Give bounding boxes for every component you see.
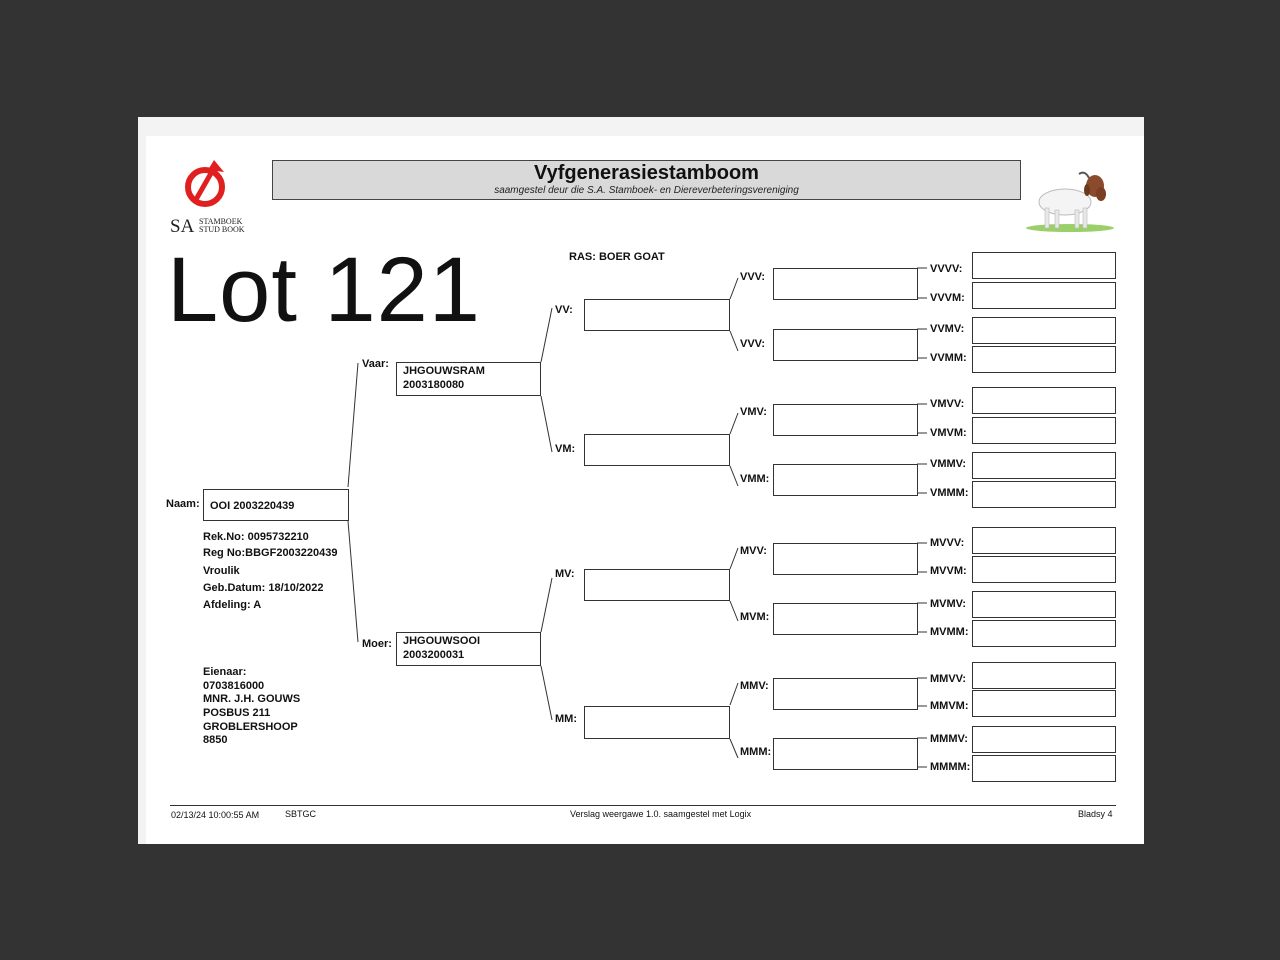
gen5-box-11 bbox=[972, 591, 1116, 618]
gen5-label-4: VVMM: bbox=[930, 352, 967, 364]
gen4-box-7 bbox=[773, 678, 918, 710]
gen5-label-7: VMMV: bbox=[930, 458, 967, 470]
gen4-label-4: VMM: bbox=[740, 473, 770, 485]
gen5-label-5: VMVV: bbox=[930, 398, 965, 410]
gen4-label-6: MVM: bbox=[740, 611, 770, 623]
animal-name-box bbox=[203, 489, 349, 521]
gen3-label-mm: MM: bbox=[555, 713, 577, 725]
gen4-box-2 bbox=[773, 329, 918, 361]
logo-studbook-text: STUD BOOK bbox=[199, 225, 245, 234]
gen5-box-16 bbox=[972, 755, 1116, 782]
dam-name: JHGOUWSOOI bbox=[403, 635, 481, 647]
gen4-label-2: VVV: bbox=[740, 338, 766, 350]
afdeling: Afdeling: A bbox=[203, 599, 262, 611]
gen5-box-4 bbox=[972, 346, 1116, 373]
gen4-label-7: MMV: bbox=[740, 680, 769, 692]
gen5-box-9 bbox=[972, 527, 1116, 554]
animal-name: OOI 2003220439 bbox=[210, 500, 295, 512]
footer-page-number: Bladsy 4 bbox=[1078, 809, 1113, 819]
owner-label: Eienaar: bbox=[203, 666, 247, 678]
sire-name: JHGOUWSRAM bbox=[403, 365, 485, 377]
gen4-box-6 bbox=[773, 603, 918, 635]
gen5-label-9: MVVV: bbox=[930, 537, 965, 549]
owner-address-2: GROBLERSHOOP bbox=[203, 721, 298, 733]
animal-sex: Vroulik bbox=[203, 565, 240, 577]
gen5-label-12: MVMM: bbox=[930, 626, 969, 638]
gen3-box-vv bbox=[584, 299, 730, 331]
gen3-box-vm bbox=[584, 434, 730, 466]
reg-number: Reg No:BBGF2003220439 bbox=[203, 547, 338, 559]
owner-phone: 0703816000 bbox=[203, 680, 265, 692]
gen3-label-vm: VM: bbox=[555, 443, 576, 455]
gen4-box-8 bbox=[773, 738, 918, 770]
footer-code: SBTGC bbox=[285, 809, 317, 819]
footer-report-version: Verslag weergawe 1.0. saamgestel met Logix bbox=[570, 809, 752, 819]
gen5-label-15: MMMV: bbox=[930, 733, 968, 745]
gen5-label-8: VMMM: bbox=[930, 487, 969, 499]
gen5-box-15 bbox=[972, 726, 1116, 753]
footer-divider bbox=[170, 805, 1116, 806]
dam-id: 2003200031 bbox=[403, 649, 465, 661]
logo-sa-text: SA bbox=[170, 216, 195, 237]
gen5-box-8 bbox=[972, 481, 1116, 508]
gen5-box-3 bbox=[972, 317, 1116, 344]
owner-name: MNR. J.H. GOUWS bbox=[203, 693, 301, 705]
gen5-label-13: MMVV: bbox=[930, 673, 967, 685]
gen5-box-6 bbox=[972, 417, 1116, 444]
footer-timestamp: 02/13/24 10:00:55 AM bbox=[171, 810, 260, 820]
gen4-label-5: MVV: bbox=[740, 545, 767, 557]
gen5-box-7 bbox=[972, 452, 1116, 479]
gen3-label-vv: VV: bbox=[555, 304, 573, 316]
page-subtitle: saamgestel deur die S.A. Stamboek- en Diereverbeteringsvereniging bbox=[494, 185, 799, 196]
gen5-box-13 bbox=[972, 662, 1116, 689]
dam-box bbox=[396, 632, 541, 666]
gen5-label-2: VVVM: bbox=[930, 292, 965, 304]
logo-stamboek-text: STAMBOEK bbox=[199, 217, 243, 226]
gen5-label-14: MMVM: bbox=[930, 700, 969, 712]
gen4-box-1 bbox=[773, 268, 918, 300]
gen4-box-4 bbox=[773, 464, 918, 496]
vaar-label: Vaar: bbox=[362, 358, 389, 370]
lot-number: Lot 121 bbox=[167, 239, 481, 341]
page-title: Vyfgenerasiestamboom bbox=[534, 162, 759, 184]
gen5-label-1: VVVV: bbox=[930, 263, 963, 275]
sire-box bbox=[396, 362, 541, 396]
gen5-box-12 bbox=[972, 620, 1116, 647]
gen4-label-3: VMV: bbox=[740, 406, 767, 418]
rek-number: Rek.No: 0095732210 bbox=[203, 531, 309, 543]
gen5-label-3: VVMV: bbox=[930, 323, 965, 335]
gen5-box-5 bbox=[972, 387, 1116, 414]
gen5-label-10: MVVM: bbox=[930, 565, 967, 577]
gen5-box-1 bbox=[972, 252, 1116, 279]
gen5-box-14 bbox=[972, 690, 1116, 717]
moer-label: Moer: bbox=[362, 638, 392, 650]
gen4-label-1: VVV: bbox=[740, 271, 766, 283]
gen4-box-3 bbox=[773, 404, 918, 436]
naam-label: Naam: bbox=[166, 498, 200, 510]
gen4-label-8: MMM: bbox=[740, 746, 772, 758]
sire-id: 2003180080 bbox=[403, 379, 465, 391]
owner-address-1: POSBUS 211 bbox=[203, 707, 271, 719]
gen4-box-5 bbox=[773, 543, 918, 575]
gen3-box-mv bbox=[584, 569, 730, 601]
gen5-label-11: MVMV: bbox=[930, 598, 967, 610]
owner-postal-code: 8850 bbox=[203, 734, 228, 746]
gen5-label-16: MMMM: bbox=[930, 761, 971, 773]
gen3-label-mv: MV: bbox=[555, 568, 575, 580]
gen5-box-2 bbox=[972, 282, 1116, 309]
gen5-box-10 bbox=[972, 556, 1116, 583]
breed-label: RAS: BOER GOAT bbox=[569, 251, 665, 263]
gen3-box-mm bbox=[584, 706, 730, 739]
gen5-label-6: VMVM: bbox=[930, 427, 967, 439]
birth-date: Geb.Datum: 18/10/2022 bbox=[203, 582, 324, 594]
